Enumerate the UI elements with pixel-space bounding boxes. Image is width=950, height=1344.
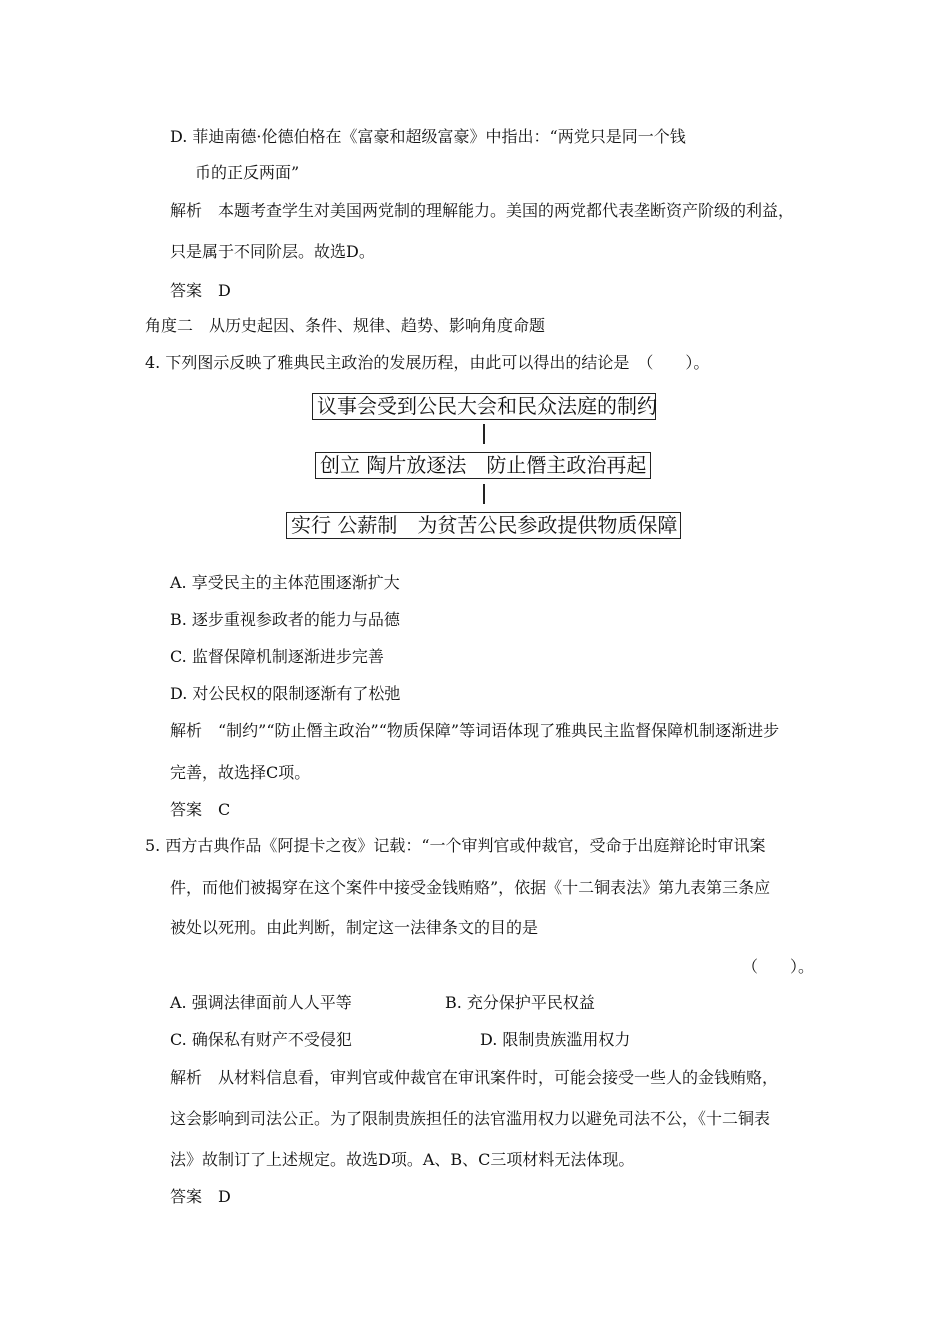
q5-option-a: A. 强调法律面前人人平等 xyxy=(170,993,352,1012)
q5-stem-line2: 件，而他们被揭穿在这个案件中接受金钱贿赂”，依据《十二铜表法》第九表第三条应 xyxy=(170,878,771,897)
diagram-box-bottom: 实行 公薪制 为贫苦公民参政提供物质保障 xyxy=(286,512,681,539)
q3-analysis-line1: 解析 本题考查学生对美国两党制的理解能力。美国的两党都代表垄断资产阶级的利益， xyxy=(170,201,795,220)
q3-answer: 答案 D xyxy=(170,281,231,300)
q4-analysis-line1: 解析 “制约”“防止僭主政治”“物质保障”等词语体现了雅典民主监督保障机制逐渐进步 xyxy=(170,721,780,740)
diagram-connector-2 xyxy=(483,484,485,504)
q5-stem-line1: 5. 西方古典作品《阿提卡之夜》记载：“一个审判官或仲裁官，受命于出庭辩论时审讯案 xyxy=(145,836,766,855)
q5-analysis-line2: 这会影响到司法公正。为了限制贵族担任的法官滥用权力以避免司法不公，《十二铜表 xyxy=(170,1109,771,1128)
q4-analysis-line2: 完善，故选择C项。 xyxy=(170,763,311,782)
q5-answer: 答案 D xyxy=(170,1187,231,1206)
diagram-box-top: 议事会受到公民大会和民众法庭的制约 xyxy=(312,393,656,420)
q5-stem-line3: 被处以死刑。由此判断，制定这一法律条文的目的是 xyxy=(170,918,539,937)
q4-stem: 4. 下列图示反映了雅典民主政治的发展历程，由此可以得出的结论是 （ ）。 xyxy=(145,353,710,372)
q4-option-c: C. 监督保障机制逐渐进步完善 xyxy=(170,647,384,666)
q5-analysis-line1: 解析 从材料信息看，审判官或仲裁官在审讯案件时，可能会接受一些人的金钱贿赂， xyxy=(170,1068,779,1087)
q3-analysis-line2: 只是属于不同阶层。故选D。 xyxy=(170,242,375,261)
q4-option-d: D. 对公民权的限制逐渐有了松弛 xyxy=(170,684,401,703)
q3-option-d-line2: 币的正反两面” xyxy=(195,163,300,182)
section-heading: 角度二 从历史起因、条件、规律、趋势、影响角度命题 xyxy=(145,316,546,335)
q5-option-c: C. 确保私有财产不受侵犯 xyxy=(170,1030,352,1049)
q5-option-d: D. 限制贵族滥用权力 xyxy=(480,1030,631,1049)
diagram-connector-1 xyxy=(483,424,485,444)
q4-option-b: B. 逐步重视参政者的能力与品德 xyxy=(170,610,400,629)
q5-analysis-line3: 法》故制订了上述规定。故选D项。A、B、C三项材料无法体现。 xyxy=(170,1150,635,1169)
q3-option-d-line1: D. 菲迪南德·伦德伯格在《富豪和超级富豪》中指出：“两党只是同一个钱 xyxy=(170,127,686,146)
diagram-box-middle: 创立 陶片放逐法 防止僭主政治再起 xyxy=(315,452,651,479)
q4-option-a: A. 享受民主的主体范围逐渐扩大 xyxy=(170,573,400,592)
q5-answer-blank: （ ）。 xyxy=(742,957,815,976)
q4-answer: 答案 C xyxy=(170,800,231,819)
q5-option-b: B. 充分保护平民权益 xyxy=(445,993,595,1012)
